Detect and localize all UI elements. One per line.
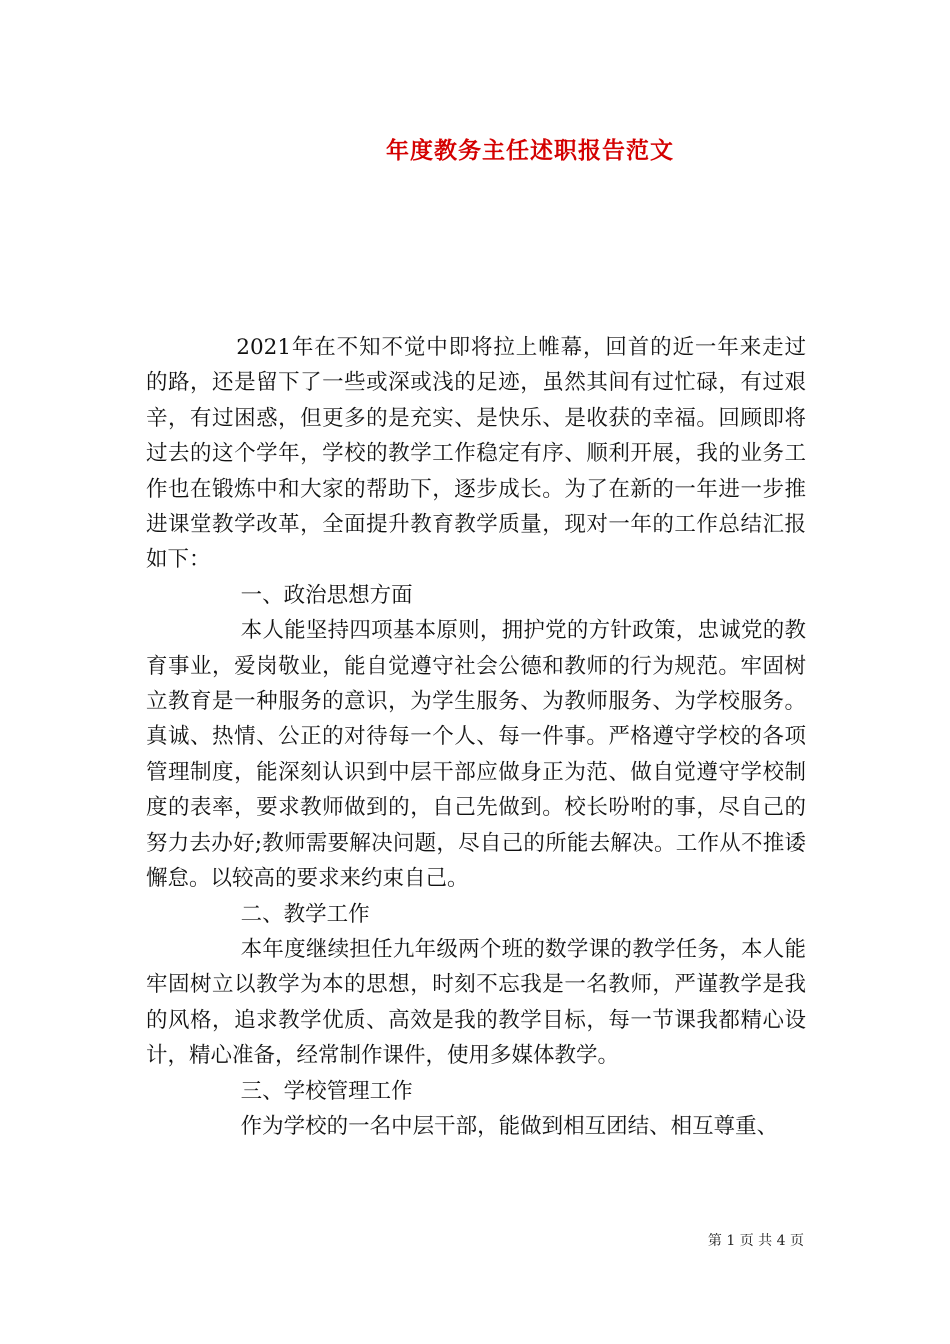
paragraph-management: 作为学校的一名中层干部，能做到相互团结、相互尊重、 xyxy=(240,1113,779,1139)
section-heading-3: 三、学校管理工作 xyxy=(240,1078,413,1104)
page-title: 年度教务主任述职报告范文 xyxy=(386,137,674,164)
section-heading-2: 二、教学工作 xyxy=(240,901,370,927)
document-body xyxy=(146,330,806,1144)
page-number-footer: 第 1 页 共 4 页 xyxy=(707,1233,804,1249)
paragraph-political: 本人能坚持四项基本原则，拥护党的方针政策，忠诚党的教育事业，爱岗敬业，能自觉遵守社会公德和教师的行为规范。牢固树立教育是一种服务的意识，为学生服务、为教师服务、为学校服务。真诚、热情、公正的对待每一个人、每一件事。严格遵守学校的各项管理制度，能深刻认识到中层干部应做身正为范、做自觉遵守学校制度的表率，要求教师做到的，自己先做到。校长吩咐的事，尽自己的努力去办好;教师需要解决问题，尽自己的所能去解决。工作从不推诿懈怠。以较高的要求来约束自己。 xyxy=(146,618,806,892)
paragraph-intro: 2021年在不知不觉中即将拉上帷幕，回首的近一年来走过的路，还是留下了一些或深或浅的足迹，虽然其间有过忙碌，有过艰辛，有过困惑，但更多的是充实、是快乐、是收获的幸福。回顾即将过去的这个学年，学校的教学工作稳定有序、顺利开展，我的业务工作也在锻炼中和大家的帮助下，逐步成长。为了在新的一年进一步推进课堂教学改革，全面提升教育教学质量，现对一年的工作总结汇报如下： xyxy=(146,335,806,573)
paragraph-teaching: 本年度继续担任九年级两个班的数学课的教学任务，本人能牢固树立以教学为本的思想，时刻不忘我是一名教师，严谨教学是我的风格，追求教学优质、高效是我的教学目标，每一节课我都精心设计，精心准备，经常制作课件，使用多媒体教学。 xyxy=(146,936,806,1069)
section-heading-1: 一、政治思想方面 xyxy=(240,582,413,608)
